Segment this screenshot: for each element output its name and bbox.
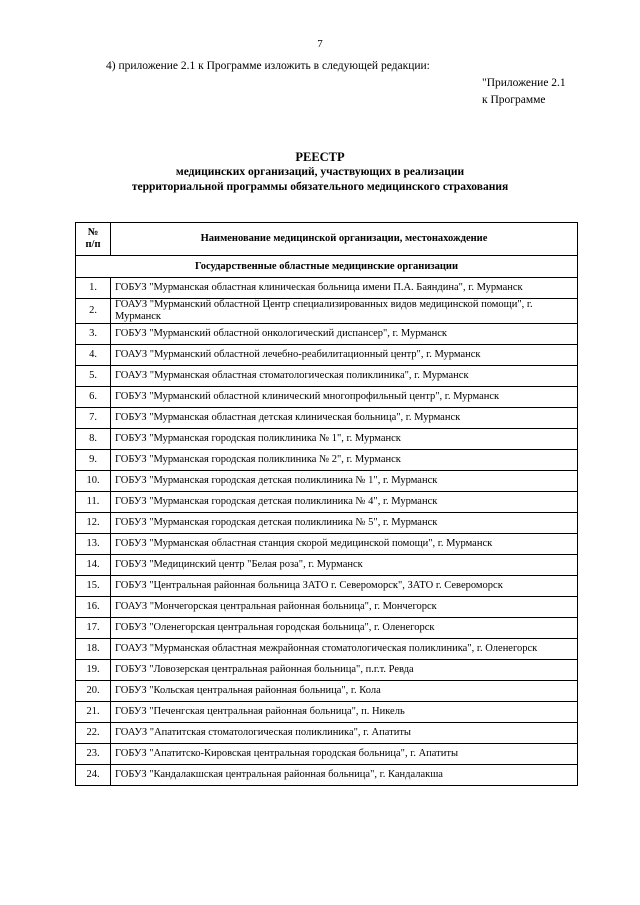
table-row	[76, 681, 578, 702]
organization-name: ГОБУЗ "Мурманская городская поликлиника № 2", г. Мурманск	[111, 450, 578, 471]
table-row	[76, 744, 578, 765]
organization-name: ГОБУЗ "Мурманский областной клинический многопрофильный центр", г. Мурманск	[111, 387, 578, 408]
row-number: 23.	[76, 744, 111, 765]
table-row	[76, 702, 578, 723]
row-number: 21.	[76, 702, 111, 723]
row-number: 3.	[76, 324, 111, 345]
row-number: 13.	[76, 534, 111, 555]
registry-body	[76, 256, 578, 786]
row-number: 9.	[76, 450, 111, 471]
table-row	[76, 492, 578, 513]
title-line-1: медицинских организаций, участвующих в реализации	[175, 166, 465, 178]
document-title	[0, 150, 640, 195]
table-row	[76, 618, 578, 639]
row-number: 11.	[76, 492, 111, 513]
table-row	[76, 429, 578, 450]
organization-name: ГОАУЗ "Апатитская стоматологическая поликлиника", г. Апатиты	[111, 723, 578, 744]
organization-name: ГОБУЗ "Мурманская городская детская поликлиника № 5", г. Мурманск	[111, 513, 578, 534]
registry-table	[75, 222, 578, 786]
row-number: 22.	[76, 723, 111, 744]
organization-name: ГОБУЗ "Медицинский центр "Белая роза", г. Мурманск	[111, 555, 578, 576]
table-row	[76, 765, 578, 786]
table-row	[76, 345, 578, 366]
organization-name: ГОБУЗ "Мурманская областная клиническая больница имени П.А. Баяндина", г. Мурманск	[111, 278, 578, 299]
table-row	[76, 597, 578, 618]
organization-name: ГОБУЗ "Мурманская городская детская поликлиника № 4", г. Мурманск	[111, 492, 578, 513]
row-number: 14.	[76, 555, 111, 576]
row-number: 20.	[76, 681, 111, 702]
section-row	[76, 256, 578, 278]
appendix-reference	[482, 75, 566, 109]
organization-name: ГОАУЗ "Мурманский областной Центр специализированных видов медицинской помощи", г. Мурманск	[111, 299, 578, 324]
header-number-abbr: п/п	[85, 239, 101, 250]
organization-name: ГОБУЗ "Мурманская городская поликлиника № 1", г. Мурманск	[111, 429, 578, 450]
table-row	[76, 534, 578, 555]
organization-name: ГОАУЗ "Мурманская областная межрайонная стоматологическая поликлиника", г. Оленегорск	[111, 639, 578, 660]
row-number: 10.	[76, 471, 111, 492]
organization-name: ГОАУЗ "Мурманская областная стоматологическая поликлиника", г. Мурманск	[111, 366, 578, 387]
row-number: 8.	[76, 429, 111, 450]
row-number: 5.	[76, 366, 111, 387]
organization-name: ГОБУЗ "Печенгская центральная районная больница", п. Никель	[111, 702, 578, 723]
table-row	[76, 278, 578, 299]
table-row	[76, 450, 578, 471]
table-row	[76, 366, 578, 387]
organization-name: ГОБУЗ "Мурманская областная детская клиническая больница", г. Мурманск	[111, 408, 578, 429]
organization-name: ГОБУЗ "Мурманская городская детская поликлиника № 1", г. Мурманск	[111, 471, 578, 492]
table-row	[76, 576, 578, 597]
table-row	[76, 299, 578, 324]
row-number: 19.	[76, 660, 111, 681]
row-number: 17.	[76, 618, 111, 639]
organization-name: ГОБУЗ "Мурманский областной онкологический диспансер", г. Мурманск	[111, 324, 578, 345]
section-title: Государственные областные медицинские организации	[76, 256, 578, 278]
organization-name: ГОБУЗ "Мурманская областная станция скорой медицинской помощи", г. Мурманск	[111, 534, 578, 555]
organization-name: ГОАУЗ "Мончегорская центральная районная больница", г. Мончегорск	[111, 597, 578, 618]
organization-name: ГОБУЗ "Апатитско-Кировская центральная городская больница", г. Апатиты	[111, 744, 578, 765]
organization-name: ГОБУЗ "Центральная районная больница ЗАТО г. Североморск", ЗАТО г. Североморск	[111, 576, 578, 597]
organization-name: ГОБУЗ "Кольская центральная районная больница", г. Кола	[111, 681, 578, 702]
table-row	[76, 387, 578, 408]
table-row	[76, 324, 578, 345]
row-number: 4.	[76, 345, 111, 366]
row-number: 16.	[76, 597, 111, 618]
row-number: 7.	[76, 408, 111, 429]
table-row	[76, 513, 578, 534]
table-row	[76, 471, 578, 492]
table-row	[76, 639, 578, 660]
table-row	[76, 408, 578, 429]
organization-name: ГОБУЗ "Ловозерская центральная районная больница", п.г.т. Ревда	[111, 660, 578, 681]
header-number	[76, 223, 111, 256]
row-number: 15.	[76, 576, 111, 597]
intro-text: 4) приложение 2.1 к Программе изложить в следующей редакции:	[106, 60, 430, 72]
row-number: 24.	[76, 765, 111, 786]
page-number: 7	[317, 38, 323, 50]
table-row	[76, 660, 578, 681]
organization-name: ГОАУЗ "Мурманский областной лечебно-реабилитационный центр", г. Мурманск	[111, 345, 578, 366]
organization-name: ГОБУЗ "Кандалакшская центральная районная больница", г. Кандалакша	[111, 765, 578, 786]
table-row	[76, 723, 578, 744]
row-number: 1.	[76, 278, 111, 299]
row-number: 6.	[76, 387, 111, 408]
title-main: РЕЕСТР	[295, 150, 345, 164]
appendix-line-2: к Программе	[482, 94, 546, 106]
table-header-row	[76, 223, 578, 256]
row-number: 12.	[76, 513, 111, 534]
row-number: 18.	[76, 639, 111, 660]
table-row	[76, 555, 578, 576]
title-line-2: территориальной программы обязательного медицинского страхования	[131, 181, 509, 193]
appendix-line-1: "Приложение 2.1	[482, 77, 566, 89]
row-number: 2.	[76, 299, 111, 324]
header-number-symbol: №	[87, 227, 99, 238]
header-name: Наименование медицинской организации, местонахождение	[111, 223, 578, 256]
organization-name: ГОБУЗ "Оленегорская центральная городская больница", г. Оленегорск	[111, 618, 578, 639]
